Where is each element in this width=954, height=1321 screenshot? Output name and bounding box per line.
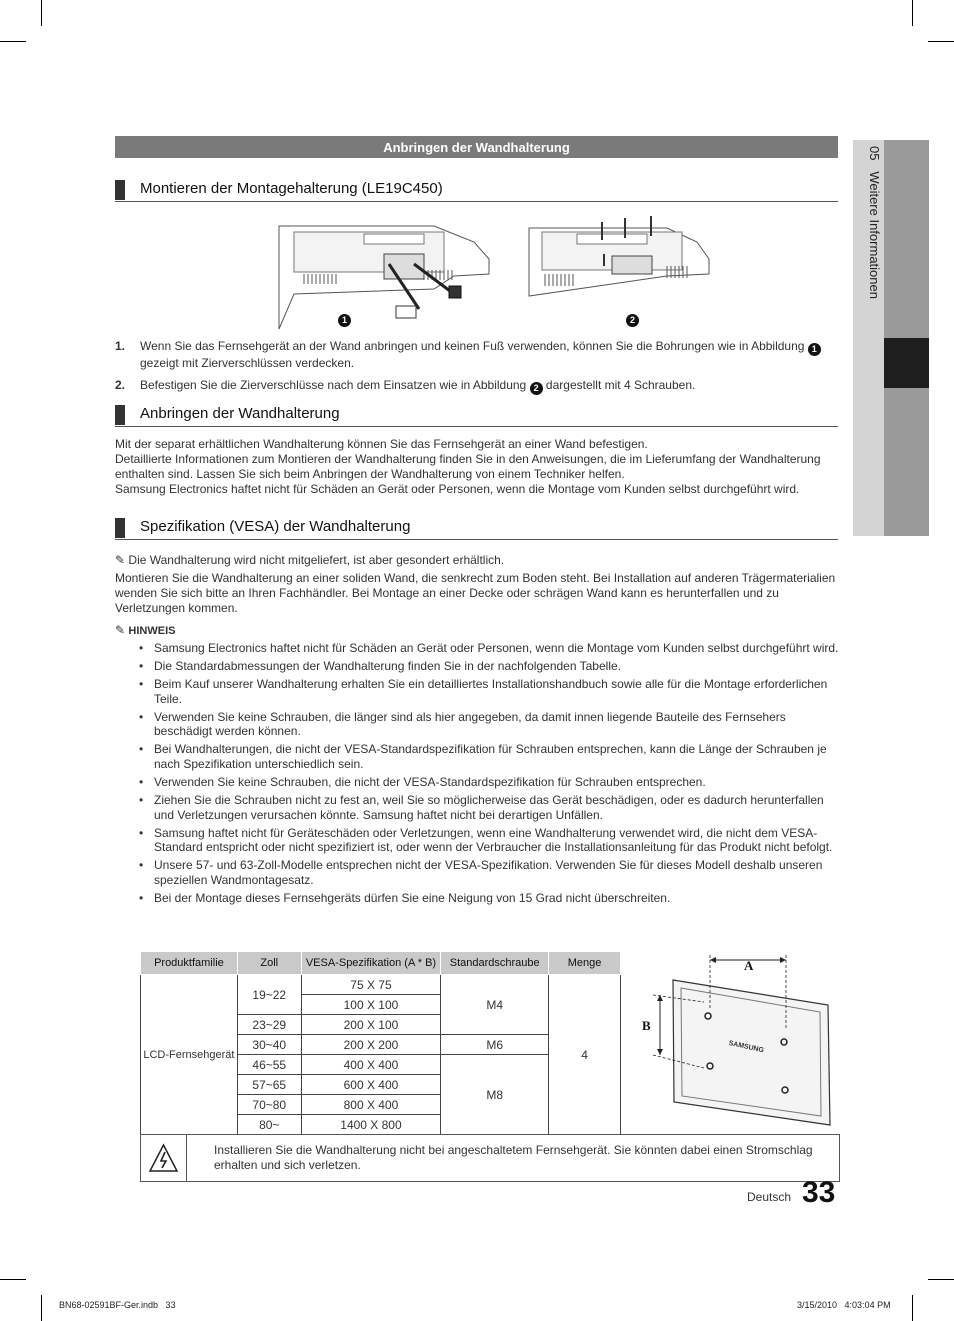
- pencil-note-icon: ✎: [115, 553, 126, 567]
- section-header-montagehalterung: [115, 179, 838, 202]
- brand-logo: SAMSUNG: [727, 1039, 765, 1055]
- note-text: Die Wandhalterung wird nicht mitgeliefert, ist aber gesondert erhältlich.: [128, 553, 505, 567]
- table-cell-screw: M8: [441, 1055, 549, 1135]
- figure-label-1: 1: [338, 314, 351, 327]
- table-cell-vesa: 1400 X 800: [301, 1115, 441, 1135]
- step-item: [115, 378, 838, 395]
- list-item: • Verwenden Sie keine Schrauben, die länger sind als hier angegeben, da damit innen liegende Bauteile des Fernsehers beschädigt werden können.: [139, 710, 839, 739]
- page-number: 33: [802, 1176, 836, 1209]
- figure-bracket-install: [274, 214, 494, 334]
- figure-reference: 2: [530, 382, 543, 395]
- list-item: • Beim Kauf unserer Wandhalterung erhalten Sie ein detailliertes Installationshandbuch sowie alle für die Montage erforderlichen Teile.: [139, 677, 839, 706]
- list-item: • Ziehen Sie die Schrauben nicht zu fest an, weil Sie so möglicherweise das Gerät beschädigen, oder es dadurch herunterfallen und Verletzungen verursachen könnte. Samsung haftet nicht bei derartigen Unfällen.: [139, 793, 839, 822]
- crop-mark: [41, 0, 42, 26]
- step-text: Wenn Sie das Fernsehgerät an der Wand anbringen und keinen Fuß verwenden, können Sie die Bohrungen wie in Abbildung: [140, 339, 805, 353]
- table-cell-zoll: 57~65: [237, 1075, 301, 1095]
- dimension-label-a: A: [744, 958, 754, 973]
- section-marker: [115, 180, 125, 200]
- table-header: Zoll: [237, 952, 301, 975]
- table-cell-vesa: 100 X 100: [301, 995, 441, 1015]
- figure-label-2: 2: [626, 314, 639, 327]
- table-header: Standardschraube: [441, 952, 549, 975]
- crop-mark: [928, 1279, 954, 1280]
- footer-datetime: 3/15/2010 4:03:04 PM: [797, 1300, 891, 1310]
- crop-mark: [928, 41, 954, 42]
- paragraph: Detaillierte Informationen zum Montieren der Wandhalterung finden Sie in den Anweisungen, die im Lieferumfang der Wandhalterung enthalten sind. Lassen Sie sich beim Anbringen der Wandhalterung von einem Techniker helfen.: [115, 452, 821, 481]
- table-row: [141, 975, 621, 995]
- step-text: Befestigen Sie die Zierverschlüsse nach dem Einsatzen wie in Abbildung: [140, 378, 527, 392]
- step-text: gezeigt mit Zierverschlüssen verdecken.: [140, 356, 355, 370]
- vesa-diagram: [638, 950, 838, 1130]
- table-header: Menge: [549, 952, 621, 975]
- table-cell-zoll: 19~22: [237, 975, 301, 1015]
- crop-mark: [912, 0, 913, 26]
- table-cell-zoll: 23~29: [237, 1015, 301, 1035]
- table-cell-vesa: 600 X 400: [301, 1075, 441, 1095]
- page-banner: Anbringen der Wandhalterung: [115, 136, 838, 158]
- crop-mark: [41, 1295, 42, 1321]
- chapter-title: Weitere Informationen: [867, 171, 882, 299]
- section-marker: [115, 518, 125, 538]
- vesa-spec-table: [140, 951, 621, 1135]
- table-cell-vesa: 200 X 200: [301, 1035, 441, 1055]
- footer-language: Deutsch: [747, 1190, 792, 1204]
- step-text: dargestellt mit 4 Schrauben.: [545, 378, 696, 392]
- table-cell-vesa: 75 X 75: [301, 975, 441, 995]
- table-cell-screw: M6: [441, 1035, 549, 1055]
- step-number: 1.: [115, 339, 126, 353]
- table-cell-family: LCD-Fernsehgerät: [141, 975, 238, 1135]
- table-cell-vesa: 800 X 400: [301, 1095, 441, 1115]
- chapter-number: 05: [867, 146, 882, 161]
- crop-mark: [0, 1279, 26, 1280]
- paragraph: Mit der separat erhältlichen Wandhalterung können Sie das Fernsehgerät an einer Wand befestigen.: [115, 437, 648, 451]
- section-header-wandhalterung: [115, 404, 838, 427]
- list-item: • Verwenden Sie keine Schrauben, die nicht der VESA-Standardspezifikation für Schrauben entsprechen.: [139, 775, 839, 790]
- warning-icon-cell: [141, 1135, 187, 1181]
- paragraph: Samsung Electronics haftet nicht für Schäden an Gerät oder Personen, wenn die Montage vom Kunden selbst durchgeführt wird.: [115, 482, 800, 496]
- section-title: Spezifikation (VESA) der Wandhalterung: [140, 518, 411, 535]
- table-cell-zoll: 80~: [237, 1115, 301, 1135]
- warning-text: Installieren Sie die Wandhalterung nicht bei angeschaltetem Fernsehgerät. Sie könnten dabei einen Stromschlag erhalten und sich verletzen.: [214, 1143, 813, 1172]
- table-header: VESA-Spezifikation (A * B): [301, 952, 441, 975]
- note-line: [115, 553, 838, 568]
- list-item: • Bei der Montage dieses Fernsehgeräts dürfen Sie eine Neigung von 15 Grad nicht überschreiten.: [139, 891, 839, 906]
- table-cell-qty: 4: [549, 975, 621, 1135]
- step-number: 2.: [115, 378, 126, 392]
- figure-cover-screws: [527, 214, 717, 304]
- step-item: [115, 339, 838, 371]
- table-header: Produktfamilie: [141, 952, 238, 975]
- crop-mark: [912, 1295, 913, 1321]
- table-cell-screw: M4: [441, 975, 549, 1035]
- list-item: • Bei Wandhalterungen, die nicht der VESA-Standardspezifikation für Schrauben entsprechen, kann die Länge der Schrauben je nach Spezifikation unterschiedlich sein.: [139, 742, 839, 771]
- table-cell-zoll: 30~40: [237, 1035, 301, 1055]
- electric-shock-icon: [141, 1135, 186, 1181]
- paragraph: Montieren Sie die Wandhalterung an einer soliden Wand, die senkrecht zum Boden steht. Bei Installation auf anderen Trägermaterialien wenden Sie sich bitte an Ihren Fachhändler. Bei Montage an einer Decke oder schrägen Wand kann es herunterfallen und zu Verletzungen kommen.: [115, 571, 836, 615]
- section2-body: [115, 437, 838, 497]
- warning-box: [140, 1134, 840, 1182]
- chapter-tab-label: [858, 146, 882, 526]
- list-item: • Samsung haftet nicht für Geräteschäden oder Verletzungen, wenn eine Wandhalterung verwendet wird, die nicht dem VESA-Standard entspricht oder nicht spezifiziert ist, oder wenn der Verbraucher die Installationsanleitung für das Produkt nicht befolgt.: [139, 826, 839, 855]
- step-list: [115, 339, 838, 401]
- table-cell-zoll: 46~55: [237, 1055, 301, 1075]
- pencil-note-icon: ✎: [115, 623, 126, 637]
- figure-reference: 1: [808, 343, 821, 356]
- crop-mark: [0, 41, 26, 42]
- section-marker: [115, 405, 125, 425]
- table-cell-vesa: 400 X 400: [301, 1055, 441, 1075]
- section-title: Anbringen der Wandhalterung: [140, 405, 340, 422]
- list-item: • Die Standardabmessungen der Wandhalterung finden Sie in der nachfolgenden Tabelle.: [139, 659, 839, 674]
- hinweis-line: [115, 623, 838, 639]
- footer-filename: BN68-02591BF-Ger.indb 33: [59, 1300, 176, 1310]
- table-cell-zoll: 70~80: [237, 1095, 301, 1115]
- list-item: • Unsere 57- und 63-Zoll-Modelle entsprechen nicht der VESA-Spezifikation. Verwenden Sie für dieses Modell deshalb unseren speziellen Wandmontagesatz.: [139, 858, 839, 887]
- hinweis-label: HINWEIS: [128, 625, 176, 637]
- dimension-label-b: B: [642, 1018, 651, 1033]
- table-cell-vesa: 200 X 100: [301, 1015, 441, 1035]
- chapter-tab-marker[interactable]: [884, 338, 929, 388]
- table-header-row: [141, 952, 621, 975]
- section-title: Montieren der Montagehalterung (LE19C450): [140, 180, 443, 197]
- section-header-vesa: [115, 517, 838, 540]
- list-item: • Samsung Electronics haftet nicht für Schäden an Gerät oder Personen, wenn die Montage vom Kunden selbst durchgeführt wird.: [139, 641, 839, 656]
- hinweis-list: [139, 641, 839, 909]
